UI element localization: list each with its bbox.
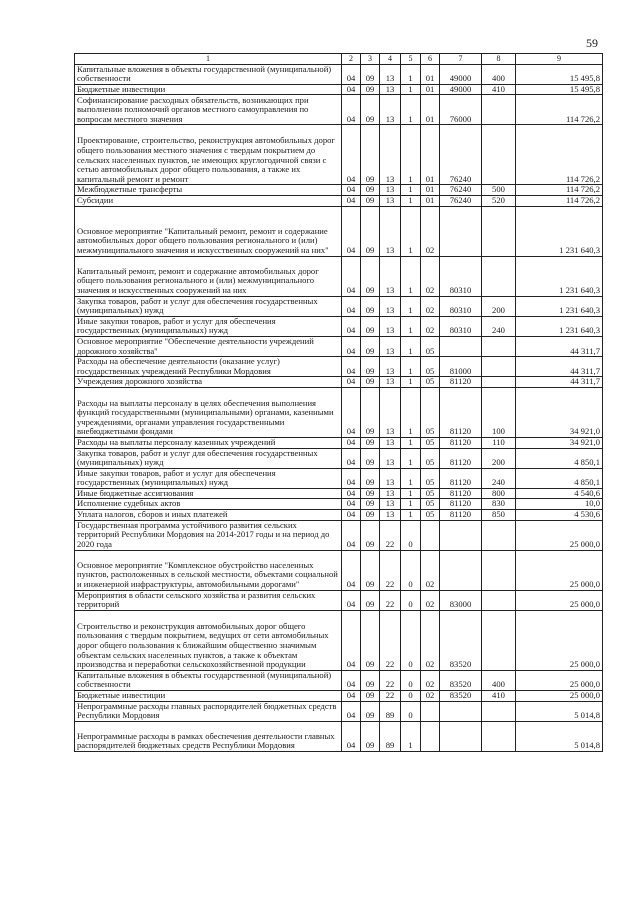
row-name: Иные бюджетные ассигнования: [75, 488, 342, 499]
row-code-5: 1: [401, 125, 421, 185]
row-code-2: 04: [342, 357, 361, 377]
row-code-8: [482, 520, 516, 550]
row-amount: 4 850,1: [516, 468, 603, 488]
row-code-8: 410: [482, 691, 516, 702]
row-code-8: [482, 95, 516, 125]
row-amount: 44 311,7: [516, 357, 603, 377]
row-code-7: 80310: [440, 316, 482, 336]
row-code-2: 04: [342, 206, 361, 256]
row-code-4: 13: [380, 499, 401, 510]
row-code-2: 04: [342, 316, 361, 336]
row-code-5: 1: [401, 256, 421, 296]
row-code-7: [440, 206, 482, 256]
row-code-8: [482, 701, 516, 721]
row-name: Проектирование, строительство, реконструкция автомобильных дорог общего пользования местного значения с твердым покрытием до сельских населенных пунктов, не имеющих круглогодичной связи с сетью автомобильных дорог общего пользования, а также их капитальный ремонт и ремонт: [75, 125, 342, 185]
row-code-2: 04: [342, 296, 361, 316]
row-code-5: 1: [401, 195, 421, 206]
row-code-4: 13: [380, 510, 401, 521]
row-code-3: 09: [361, 84, 380, 95]
row-name: Непрограммные расходы главных распорядителей бюджетных средств Республики Мордовия: [75, 701, 342, 721]
row-code-8: [482, 590, 516, 610]
row-amount: 44 311,7: [516, 336, 603, 356]
header-cell: 3: [361, 54, 380, 65]
header-cell: 7: [440, 54, 482, 65]
table-row: [75, 510, 603, 521]
row-code-6: 02: [421, 316, 440, 336]
row-code-5: 1: [401, 185, 421, 196]
row-code-2: 04: [342, 185, 361, 196]
row-code-3: 09: [361, 488, 380, 499]
row-code-2: 04: [342, 64, 361, 84]
row-amount: 25 000,0: [516, 550, 603, 590]
row-code-3: 09: [361, 336, 380, 356]
row-code-4: 22: [380, 520, 401, 550]
row-amount: 10,0: [516, 499, 603, 510]
row-code-3: 09: [361, 691, 380, 702]
row-name: Иные закупки товаров, работ и услуг для обеспечения государственных (муниципальных) нужд: [75, 316, 342, 336]
row-code-6: 02: [421, 206, 440, 256]
row-amount: 44 311,7: [516, 377, 603, 388]
row-code-2: 04: [342, 510, 361, 521]
table-row: [75, 125, 603, 185]
row-code-6: 05: [421, 437, 440, 448]
table-row: [75, 387, 603, 437]
row-code-7: 81120: [440, 377, 482, 388]
row-code-7: 80310: [440, 296, 482, 316]
row-code-8: 400: [482, 670, 516, 690]
row-code-3: 09: [361, 520, 380, 550]
header-cell: 9: [516, 54, 603, 65]
row-amount: 114 726,2: [516, 195, 603, 206]
row-code-2: 04: [342, 610, 361, 670]
row-code-3: 09: [361, 701, 380, 721]
row-code-2: 04: [342, 721, 361, 751]
row-code-5: 1: [401, 95, 421, 125]
row-code-5: 1: [401, 64, 421, 84]
row-code-3: 09: [361, 448, 380, 468]
row-code-5: 1: [401, 510, 421, 521]
row-code-7: 81120: [440, 437, 482, 448]
row-code-3: 09: [361, 610, 380, 670]
row-code-5: 0: [401, 520, 421, 550]
row-code-6: 01: [421, 125, 440, 185]
row-name: Строительство и реконструкция автомобильных дорог общего пользования с твердым покрытием, ведущих от сети автомобильных дорог общего пользования к ближайшим общественно значимым объектам сельских населенных пунктов, а также к объектам производства и переработки сельскохозяйственной продукции: [75, 610, 342, 670]
row-code-7: 49000: [440, 84, 482, 95]
row-name: Основное мероприятие "Обеспечение деятельности учреждений дорожного хозяйства": [75, 336, 342, 356]
row-code-5: 1: [401, 357, 421, 377]
row-code-6: 01: [421, 84, 440, 95]
row-code-8: 240: [482, 468, 516, 488]
row-code-2: 04: [342, 448, 361, 468]
row-name: Государственная программа устойчивого развития сельских территорий Республики Мордовия на 2014-2017 годы и на период до 2020 года: [75, 520, 342, 550]
table-row: [75, 84, 603, 95]
row-amount: 1 231 640,3: [516, 256, 603, 296]
table-row: [75, 316, 603, 336]
row-code-4: 13: [380, 256, 401, 296]
row-code-3: 09: [361, 296, 380, 316]
row-code-5: 1: [401, 468, 421, 488]
row-code-3: 09: [361, 195, 380, 206]
row-amount: 114 726,2: [516, 185, 603, 196]
row-amount: 25 000,0: [516, 670, 603, 690]
row-code-8: [482, 550, 516, 590]
row-code-8: [482, 610, 516, 670]
row-amount: 1 231 640,3: [516, 316, 603, 336]
row-amount: 15 495,8: [516, 64, 603, 84]
row-code-8: [482, 721, 516, 751]
row-name: Расходы на выплаты персоналу казенных учреждений: [75, 437, 342, 448]
row-code-4: 13: [380, 336, 401, 356]
row-code-4: 13: [380, 448, 401, 468]
row-name: Расходы на обеспечение деятельности (оказание услуг) государственных учреждений Республики Мордовия: [75, 357, 342, 377]
row-code-7: 81000: [440, 357, 482, 377]
row-name: Закупка товаров, работ и услуг для обеспечения государственных (муниципальных) нужд: [75, 448, 342, 468]
row-code-3: 09: [361, 387, 380, 437]
row-code-6: 02: [421, 296, 440, 316]
row-code-6: [421, 721, 440, 751]
row-code-2: 04: [342, 125, 361, 185]
row-code-6: 02: [421, 550, 440, 590]
row-code-4: 13: [380, 195, 401, 206]
row-code-6: 05: [421, 510, 440, 521]
row-code-4: 22: [380, 691, 401, 702]
row-code-7: 81120: [440, 510, 482, 521]
row-code-7: 76240: [440, 185, 482, 196]
header-cell: 1: [75, 54, 342, 65]
table-row: [75, 256, 603, 296]
row-code-3: 09: [361, 468, 380, 488]
row-code-4: 89: [380, 721, 401, 751]
row-code-2: 04: [342, 701, 361, 721]
row-code-3: 09: [361, 256, 380, 296]
row-code-6: 02: [421, 256, 440, 296]
row-code-5: 0: [401, 691, 421, 702]
row-amount: 15 495,8: [516, 84, 603, 95]
table-row: [75, 701, 603, 721]
row-code-8: 850: [482, 510, 516, 521]
row-code-6: [421, 520, 440, 550]
row-code-6: 05: [421, 468, 440, 488]
row-code-4: 89: [380, 701, 401, 721]
row-code-6: 05: [421, 336, 440, 356]
row-code-4: 13: [380, 488, 401, 499]
row-name: Основное мероприятие "Капитальный ремонт, ремонт и содержание автомобильных дорог общего пользования регионального и (или) межмуниципального значения и искусственных сооружений на них": [75, 206, 342, 256]
row-code-6: 02: [421, 610, 440, 670]
row-code-8: 110: [482, 437, 516, 448]
row-code-2: 04: [342, 468, 361, 488]
row-code-7: 76240: [440, 125, 482, 185]
row-code-7: 80310: [440, 256, 482, 296]
row-amount: 4 540,6: [516, 488, 603, 499]
row-code-3: 09: [361, 721, 380, 751]
row-code-4: 22: [380, 590, 401, 610]
row-code-8: 200: [482, 296, 516, 316]
table-row: [75, 336, 603, 356]
row-code-8: [482, 377, 516, 388]
row-code-5: 1: [401, 437, 421, 448]
row-code-6: 02: [421, 590, 440, 610]
row-code-4: 22: [380, 550, 401, 590]
row-code-2: 04: [342, 195, 361, 206]
row-code-5: 1: [401, 377, 421, 388]
row-code-5: 1: [401, 488, 421, 499]
table-row: [75, 610, 603, 670]
row-name: Капитальный ремонт, ремонт и содержание автомобильных дорог общего пользования регионального и (или) межмуниципального значения и искусственных сооружений на них: [75, 256, 342, 296]
row-code-5: 1: [401, 448, 421, 468]
row-code-4: 13: [380, 387, 401, 437]
table-row: [75, 185, 603, 196]
row-code-6: 05: [421, 488, 440, 499]
row-code-2: 04: [342, 499, 361, 510]
row-code-3: 09: [361, 670, 380, 690]
row-name: Непрограммные расходы в рамках обеспечения деятельности главных распорядителей бюджетных средств Республики Мордовия: [75, 721, 342, 751]
row-code-8: 500: [482, 185, 516, 196]
row-code-5: 1: [401, 84, 421, 95]
row-name: Учреждения дорожного хозяйства: [75, 377, 342, 388]
row-code-3: 09: [361, 316, 380, 336]
row-code-2: 04: [342, 256, 361, 296]
row-code-2: 04: [342, 488, 361, 499]
row-code-5: 1: [401, 721, 421, 751]
row-code-5: 1: [401, 206, 421, 256]
row-code-8: 800: [482, 488, 516, 499]
row-name: Исполнение судебных актов: [75, 499, 342, 510]
row-name: Софинансирование расходных обязательств, возникающих при выполнении полномочий органов местного самоуправления по вопросам местного значения: [75, 95, 342, 125]
row-code-6: 05: [421, 387, 440, 437]
table-row: [75, 206, 603, 256]
row-code-7: 83520: [440, 610, 482, 670]
row-code-8: 240: [482, 316, 516, 336]
row-code-2: 04: [342, 377, 361, 388]
budget-table: [74, 53, 603, 752]
row-amount: 114 726,2: [516, 95, 603, 125]
row-code-6: 01: [421, 64, 440, 84]
row-code-7: 81120: [440, 468, 482, 488]
table-row: [75, 721, 603, 751]
row-code-2: 04: [342, 84, 361, 95]
row-amount: 25 000,0: [516, 691, 603, 702]
row-name: Уплата налогов, сборов и иных платежей: [75, 510, 342, 521]
table-body: [75, 54, 603, 752]
row-code-8: 200: [482, 448, 516, 468]
row-code-8: [482, 357, 516, 377]
row-amount: 1 231 640,3: [516, 296, 603, 316]
row-code-8: [482, 125, 516, 185]
header-cell: 4: [380, 54, 401, 65]
table-row: [75, 468, 603, 488]
row-code-4: 13: [380, 206, 401, 256]
row-code-4: 13: [380, 64, 401, 84]
row-name: Иные закупки товаров, работ и услуг для обеспечения государственных (муниципальных) нужд: [75, 468, 342, 488]
row-code-5: 1: [401, 316, 421, 336]
row-code-6: 05: [421, 357, 440, 377]
row-code-7: 49000: [440, 64, 482, 84]
row-code-2: 04: [342, 520, 361, 550]
row-code-2: 04: [342, 336, 361, 356]
row-code-3: 09: [361, 550, 380, 590]
table-row: [75, 377, 603, 388]
row-code-7: 83520: [440, 670, 482, 690]
row-amount: 4 530,6: [516, 510, 603, 521]
row-code-6: 05: [421, 377, 440, 388]
row-amount: 4 850,1: [516, 448, 603, 468]
row-code-3: 09: [361, 510, 380, 521]
row-code-4: 13: [380, 468, 401, 488]
row-code-4: 13: [380, 437, 401, 448]
row-code-3: 09: [361, 185, 380, 196]
row-code-2: 04: [342, 437, 361, 448]
row-code-8: [482, 336, 516, 356]
row-code-7: [440, 721, 482, 751]
row-name: Межбюджетные трансферты: [75, 185, 342, 196]
row-code-4: 13: [380, 357, 401, 377]
row-code-5: 0: [401, 590, 421, 610]
table-row: [75, 590, 603, 610]
row-code-6: 02: [421, 670, 440, 690]
row-amount: 34 921,0: [516, 437, 603, 448]
row-name: Бюджетные инвестиции: [75, 691, 342, 702]
table-row: [75, 448, 603, 468]
row-code-7: 81120: [440, 387, 482, 437]
row-code-6: 01: [421, 195, 440, 206]
row-code-7: [440, 701, 482, 721]
row-code-3: 09: [361, 95, 380, 125]
row-amount: 25 000,0: [516, 610, 603, 670]
row-code-6: [421, 701, 440, 721]
row-code-5: 1: [401, 336, 421, 356]
table-row: [75, 488, 603, 499]
row-code-6: 02: [421, 691, 440, 702]
row-code-7: 83000: [440, 590, 482, 610]
table-row: [75, 95, 603, 125]
row-code-3: 09: [361, 499, 380, 510]
row-amount: 5 014,8: [516, 721, 603, 751]
row-code-3: 09: [361, 437, 380, 448]
row-code-4: 13: [380, 296, 401, 316]
row-name: Бюджетные инвестиции: [75, 84, 342, 95]
row-code-8: 520: [482, 195, 516, 206]
row-code-4: 22: [380, 610, 401, 670]
row-code-7: 81120: [440, 448, 482, 468]
table-row: [75, 550, 603, 590]
row-code-7: 81120: [440, 499, 482, 510]
row-code-6: 01: [421, 185, 440, 196]
table-row: [75, 296, 603, 316]
row-code-8: 410: [482, 84, 516, 95]
table-row: [75, 520, 603, 550]
row-name: Капитальные вложения в объекты государственной (муниципальной) собственности: [75, 670, 342, 690]
table-header-row: [75, 54, 603, 65]
row-code-8: 100: [482, 387, 516, 437]
header-cell: 2: [342, 54, 361, 65]
table-row: [75, 437, 603, 448]
row-code-5: 0: [401, 610, 421, 670]
row-code-3: 09: [361, 377, 380, 388]
row-code-8: 830: [482, 499, 516, 510]
row-code-4: 13: [380, 84, 401, 95]
row-code-3: 09: [361, 64, 380, 84]
row-name: Основное мероприятие "Комплексное обустройство населенных пунктов, расположенных в сельской местности, объектами социальной и инженерной инфраструктуры, автомобильными дорогами": [75, 550, 342, 590]
row-code-8: 400: [482, 64, 516, 84]
row-amount: 25 000,0: [516, 520, 603, 550]
row-code-6: 05: [421, 499, 440, 510]
table-row: [75, 670, 603, 690]
row-code-5: 0: [401, 701, 421, 721]
row-code-3: 09: [361, 357, 380, 377]
row-code-4: 13: [380, 125, 401, 185]
row-code-2: 04: [342, 691, 361, 702]
header-cell: 5: [401, 54, 421, 65]
row-name: Мероприятия в области сельского хозяйства и развития сельских территорий: [75, 590, 342, 610]
row-name: Субсидии: [75, 195, 342, 206]
row-code-2: 04: [342, 95, 361, 125]
row-code-4: 22: [380, 670, 401, 690]
row-code-7: [440, 520, 482, 550]
row-code-7: 76240: [440, 195, 482, 206]
row-amount: 34 921,0: [516, 387, 603, 437]
row-code-2: 04: [342, 670, 361, 690]
row-code-7: 76000: [440, 95, 482, 125]
row-code-7: [440, 550, 482, 590]
row-code-5: 1: [401, 387, 421, 437]
row-name: Расходы на выплаты персоналу в целях обеспечения выполнения функций государственными (муниципальными) органами, казенными учреждениями, органами управления государственными внебюджетными фондами: [75, 387, 342, 437]
row-code-7: 83520: [440, 691, 482, 702]
row-name: Капитальные вложения в объекты государственной (муниципальной) собственности: [75, 64, 342, 84]
row-code-4: 13: [380, 95, 401, 125]
row-amount: 1 231 640,3: [516, 206, 603, 256]
row-code-5: 1: [401, 499, 421, 510]
row-code-3: 09: [361, 125, 380, 185]
table-row: [75, 64, 603, 84]
page-number: 59: [586, 36, 598, 50]
row-code-2: 04: [342, 387, 361, 437]
row-amount: 5 014,8: [516, 701, 603, 721]
row-code-8: [482, 206, 516, 256]
row-code-3: 09: [361, 590, 380, 610]
row-code-6: 05: [421, 448, 440, 468]
row-code-7: 81120: [440, 488, 482, 499]
row-code-8: [482, 256, 516, 296]
row-code-2: 04: [342, 550, 361, 590]
row-code-4: 13: [380, 316, 401, 336]
row-code-5: 1: [401, 296, 421, 316]
row-code-4: 13: [380, 377, 401, 388]
row-amount: 25 000,0: [516, 590, 603, 610]
header-cell: 8: [482, 54, 516, 65]
table-row: [75, 691, 603, 702]
row-code-3: 09: [361, 206, 380, 256]
row-code-5: 0: [401, 550, 421, 590]
table-row: [75, 357, 603, 377]
table-row: [75, 195, 603, 206]
row-code-5: 0: [401, 670, 421, 690]
row-name: Закупка товаров, работ и услуг для обеспечения государственных (муниципальных) нужд: [75, 296, 342, 316]
table-row: [75, 499, 603, 510]
row-code-7: [440, 336, 482, 356]
row-code-2: 04: [342, 590, 361, 610]
header-cell: 6: [421, 54, 440, 65]
row-code-6: 01: [421, 95, 440, 125]
row-amount: 114 726,2: [516, 125, 603, 185]
row-code-4: 13: [380, 185, 401, 196]
